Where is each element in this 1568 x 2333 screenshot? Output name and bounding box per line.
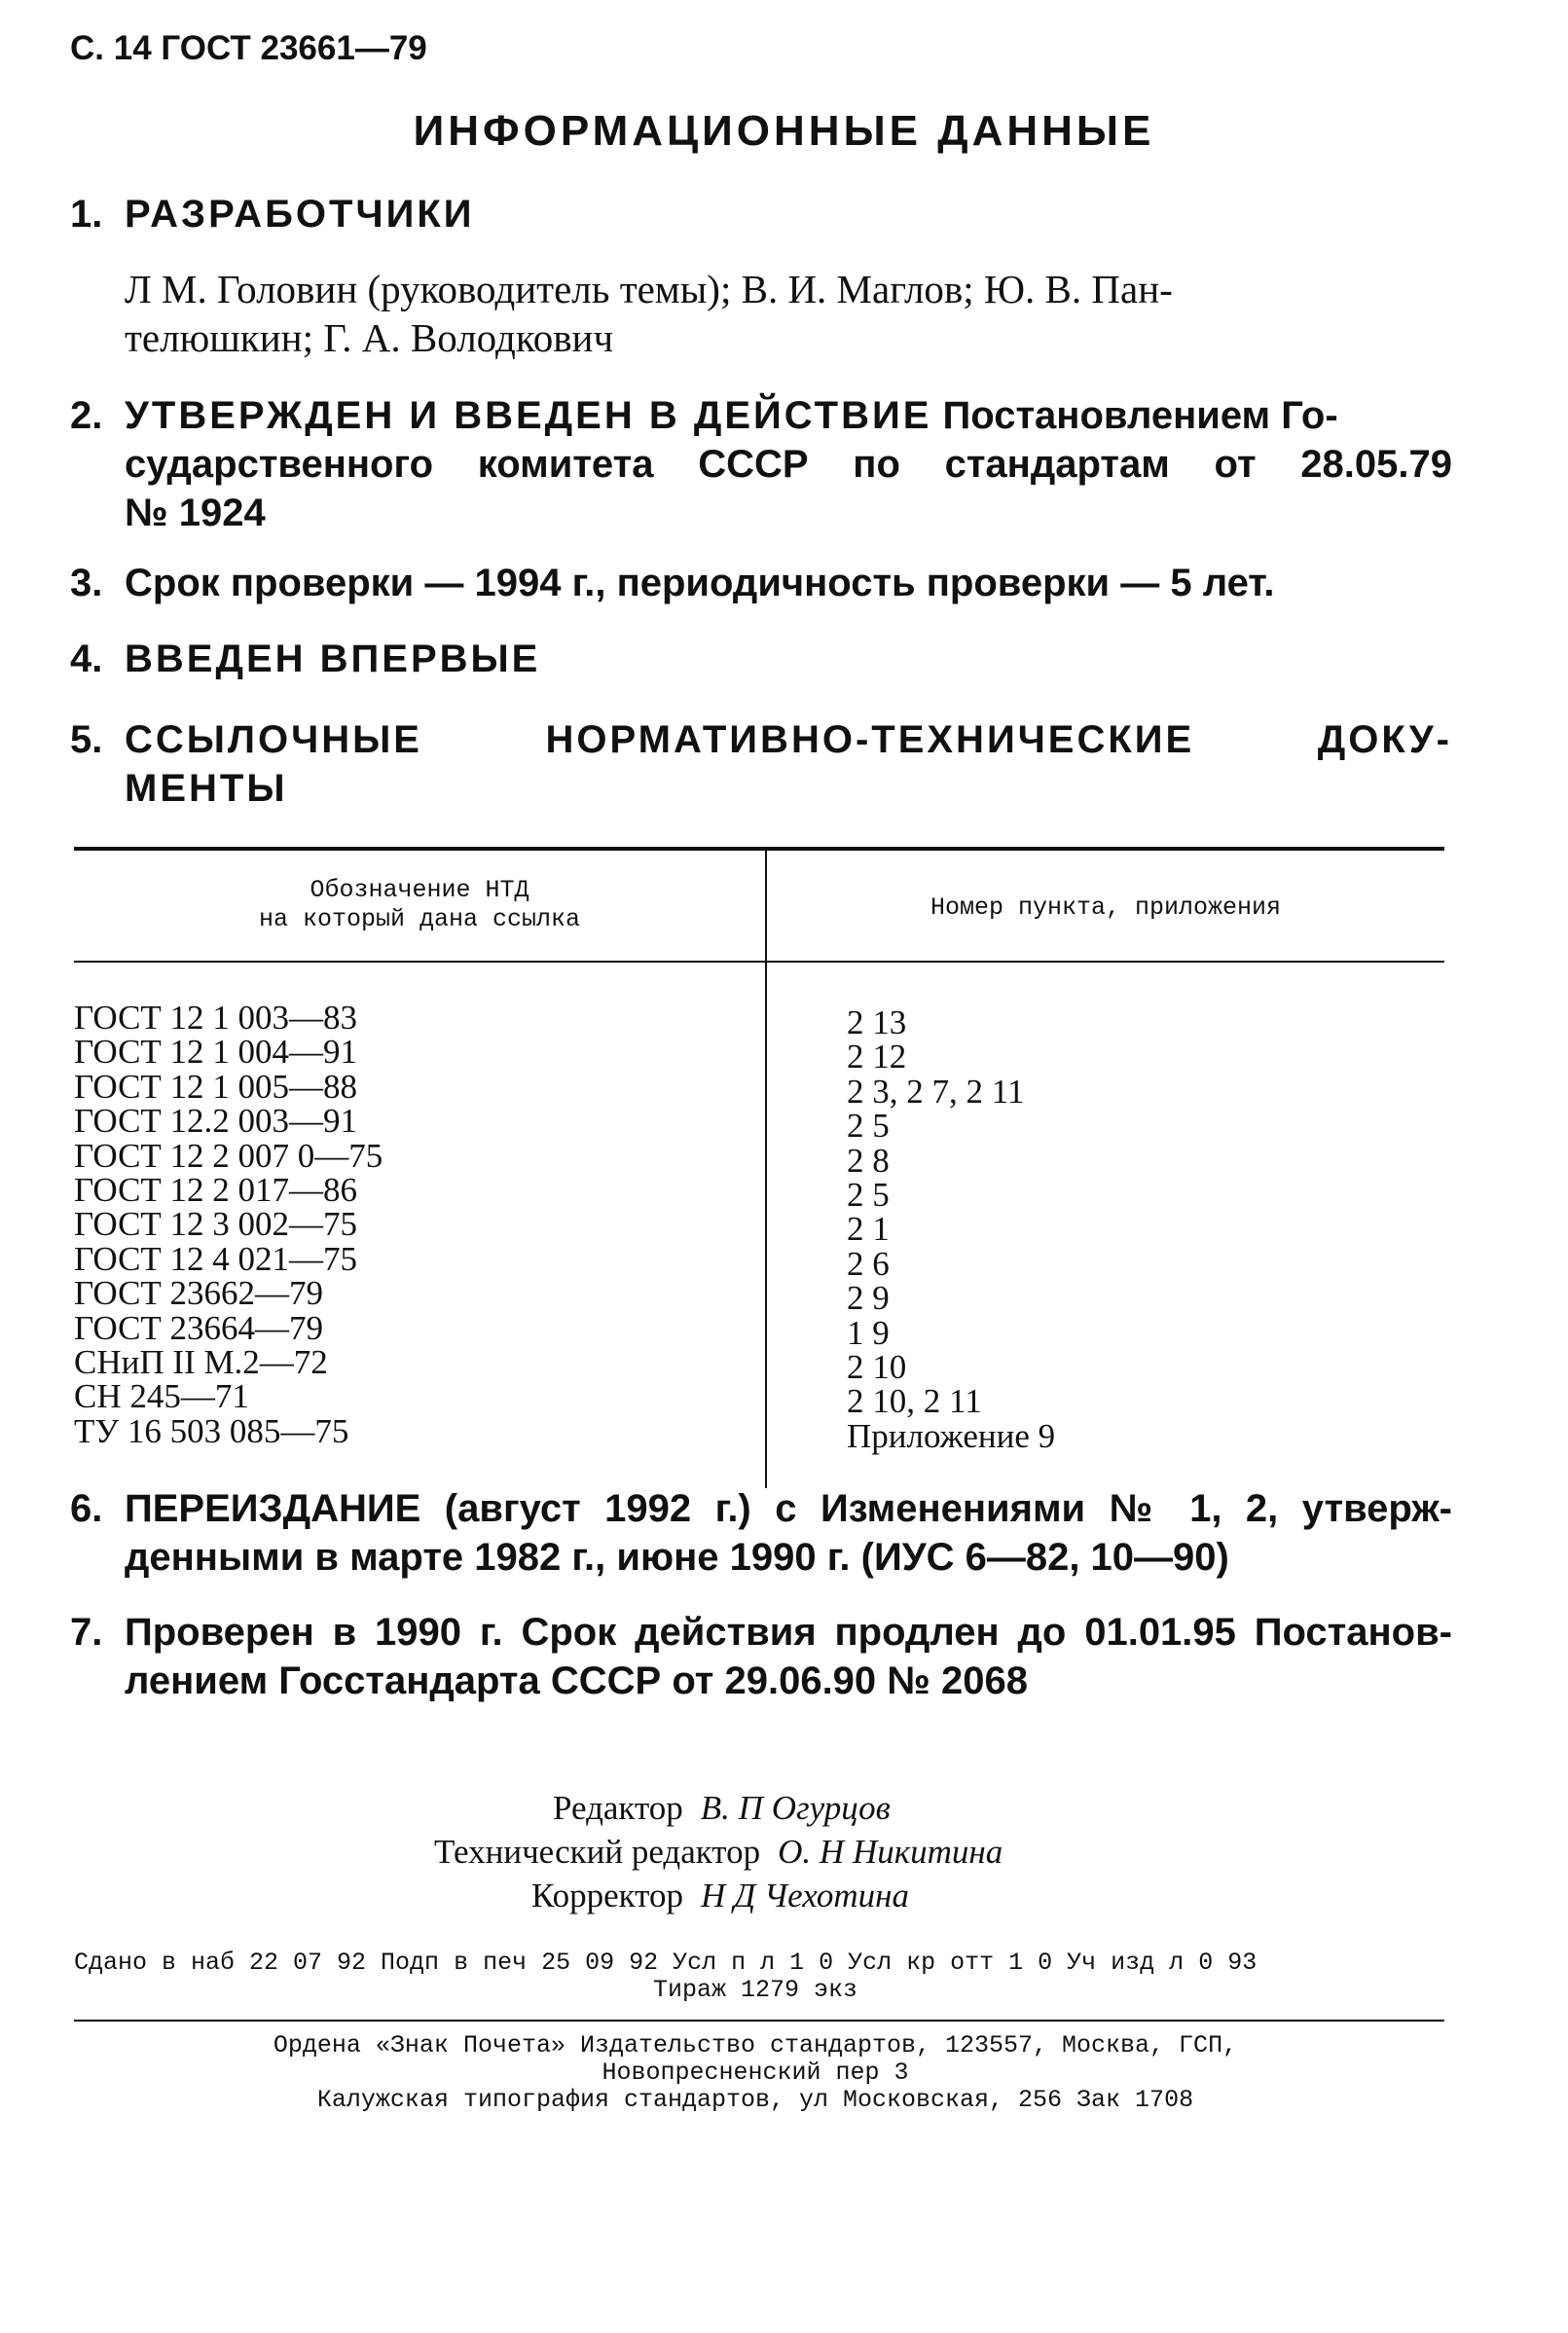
table-row-doc: ГОСТ 12 2 017—86 [74, 1171, 358, 1210]
section-number: 7. [70, 1611, 103, 1654]
section-2-text-2: сударственного комитета СССР по стандартам от 28.05.79 [125, 443, 1452, 486]
table-row-ref: 2 12 [847, 1038, 907, 1076]
table-header-right: Номер пункта, приложения [930, 893, 1282, 922]
table-row-doc: СН 245—71 [74, 1377, 249, 1416]
table-doc-column [74, 1001, 383, 1448]
credit-role: Редактор [553, 1789, 683, 1827]
table-row-doc: ГОСТ 12 4 021—75 [74, 1239, 358, 1278]
table-row-ref: 1 9 [847, 1313, 890, 1352]
table-row-ref: Приложение 9 [847, 1416, 1056, 1455]
authors-line-1: Л М. Головин (руководитель темы); В. И. Маглов; Ю. В. Пан- [125, 267, 1173, 311]
credit-role: Корректор [531, 1877, 684, 1914]
section-7-line-1: Проверен в 1990 г. Срок действия продлен до 01.01.95 Постанов- [125, 1611, 1452, 1654]
publisher-line-1: Ордена «Знак Почета» Издательство стандартов, 123557, Москва, ГСП, [273, 2031, 1238, 2060]
section-number: 4. [70, 638, 103, 680]
table-row-doc: ГОСТ 23664—79 [74, 1308, 324, 1347]
section-7 [70, 1608, 1452, 1705]
table-top-rule [74, 847, 1444, 851]
section-7-line-2: лением Госстандарта СССР от 29.06.90 № 2068 [125, 1659, 1028, 1702]
credit-role: Технический редактор [434, 1833, 761, 1871]
section-title: УТВЕРЖДЕН И ВВЕДЕН В ДЕЙСТВИЕ [125, 394, 932, 437]
section-number: 6. [70, 1487, 103, 1530]
table-row-ref: 2 5 [847, 1176, 890, 1215]
table-row-doc: ТУ 16 503 085—75 [74, 1411, 349, 1450]
section-2 [70, 391, 1452, 537]
table-row-ref: 2 9 [847, 1279, 890, 1318]
section-2-text-1: Постановлением Го- [942, 394, 1338, 437]
table-row-ref: 2 6 [847, 1244, 890, 1283]
section-title-continued: МЕНТЫ [125, 767, 288, 810]
section-3 [70, 559, 1452, 607]
imprint-print-data [74, 1950, 1437, 2004]
credit-name: Н Д Чехотина [701, 1877, 910, 1914]
table-row-ref: 2 13 [847, 1003, 907, 1041]
table-row-ref: 2 3, 2 7, 2 11 [847, 1072, 1025, 1111]
section-title: РАЗРАБОТЧИКИ [125, 193, 475, 236]
section-number: 5. [70, 718, 103, 761]
section-title: ВВЕДЕН ВПЕРВЫЕ [125, 638, 541, 680]
publisher-line-2: Новопресненский пер 3 [602, 2059, 909, 2087]
section-1-authors [125, 265, 1448, 362]
table-header-left [74, 876, 765, 934]
authors-line-2: телюшкин; Г. А. Володкович [125, 315, 614, 360]
table-row-ref: 2 8 [847, 1141, 890, 1180]
credit-name: О. Н Никитина [778, 1833, 1003, 1871]
credit-corrector [531, 1874, 909, 1917]
credit-tech-editor [434, 1830, 1003, 1874]
table-row-doc: СНиП II М.2—72 [74, 1343, 328, 1382]
table-header-rule [74, 961, 1444, 963]
table-row-doc: ГОСТ 12 2 007 0—75 [74, 1136, 383, 1175]
section-number: 3. [70, 562, 103, 604]
section-4 [70, 635, 1452, 683]
credit-name: В. П Огурцов [700, 1789, 891, 1827]
table-row-doc: ГОСТ 12.2 003—91 [74, 1102, 358, 1141]
table-row-ref: 2 10, 2 11 [847, 1382, 982, 1421]
header-left-line-1: Обозначение НТД [310, 876, 529, 904]
section-1-heading [70, 190, 1452, 238]
section-3-text: Срок проверки — 1994 г., периодичность проверки — 5 лет. [125, 562, 1275, 604]
table-row-doc: ГОСТ 12 3 002—75 [74, 1205, 358, 1244]
imprint-publisher [74, 2032, 1437, 2114]
section-6 [70, 1484, 1452, 1582]
section-6-line-2: денными в марте 1982 г., июне 1990 г. (ИУС 6—82, 10—90) [125, 1536, 1229, 1579]
table-row-doc: ГОСТ 23662—79 [74, 1274, 324, 1313]
imprint-line-1: Сдано в наб 22 07 92 Подп в печ 25 09 92 Усл п л 1 0 Усл кр отт 1 0 Уч изд л 0 93 [74, 1949, 1258, 1977]
publisher-line-3: Калужская типография стандартов, ул Московская, 256 Зак 1708 [316, 2086, 1194, 2114]
table-row-doc: ГОСТ 12 1 004—91 [74, 1033, 358, 1072]
section-5 [70, 715, 1452, 813]
table-row-ref: 2 10 [847, 1348, 907, 1387]
section-2-text-3: № 1924 [125, 492, 266, 534]
table-row-doc: ГОСТ 12 1 005—88 [74, 1067, 358, 1106]
imprint-rule [74, 2020, 1444, 2022]
section-6-line-1: ПЕРЕИЗДАНИЕ (август 1992 г.) с Изменениями № 1, 2, утверж- [125, 1487, 1452, 1530]
imprint-line-2: Тираж 1279 экз [652, 1976, 858, 2004]
credit-editor [553, 1786, 891, 1830]
header-left-line-2: на который дана ссылка [258, 905, 581, 933]
table-ref-column [847, 1005, 1055, 1453]
section-number: 1. [70, 193, 103, 236]
table-row-ref: 2 5 [847, 1107, 890, 1146]
page-title: ИНФОРМАЦИОННЫЕ ДАННЫЕ [413, 107, 1155, 155]
table-row-doc: ГОСТ 12 1 003—83 [74, 999, 358, 1037]
table-column-divider [765, 851, 767, 1488]
section-title: ССЫЛОЧНЫЕ НОРМАТИВНО-ТЕХНИЧЕСКИЕ ДОКУ- [125, 718, 1452, 761]
table-row-ref: 2 1 [847, 1210, 890, 1249]
section-number: 2. [70, 394, 103, 437]
page-header: С. 14 ГОСТ 23661—79 [70, 29, 427, 67]
